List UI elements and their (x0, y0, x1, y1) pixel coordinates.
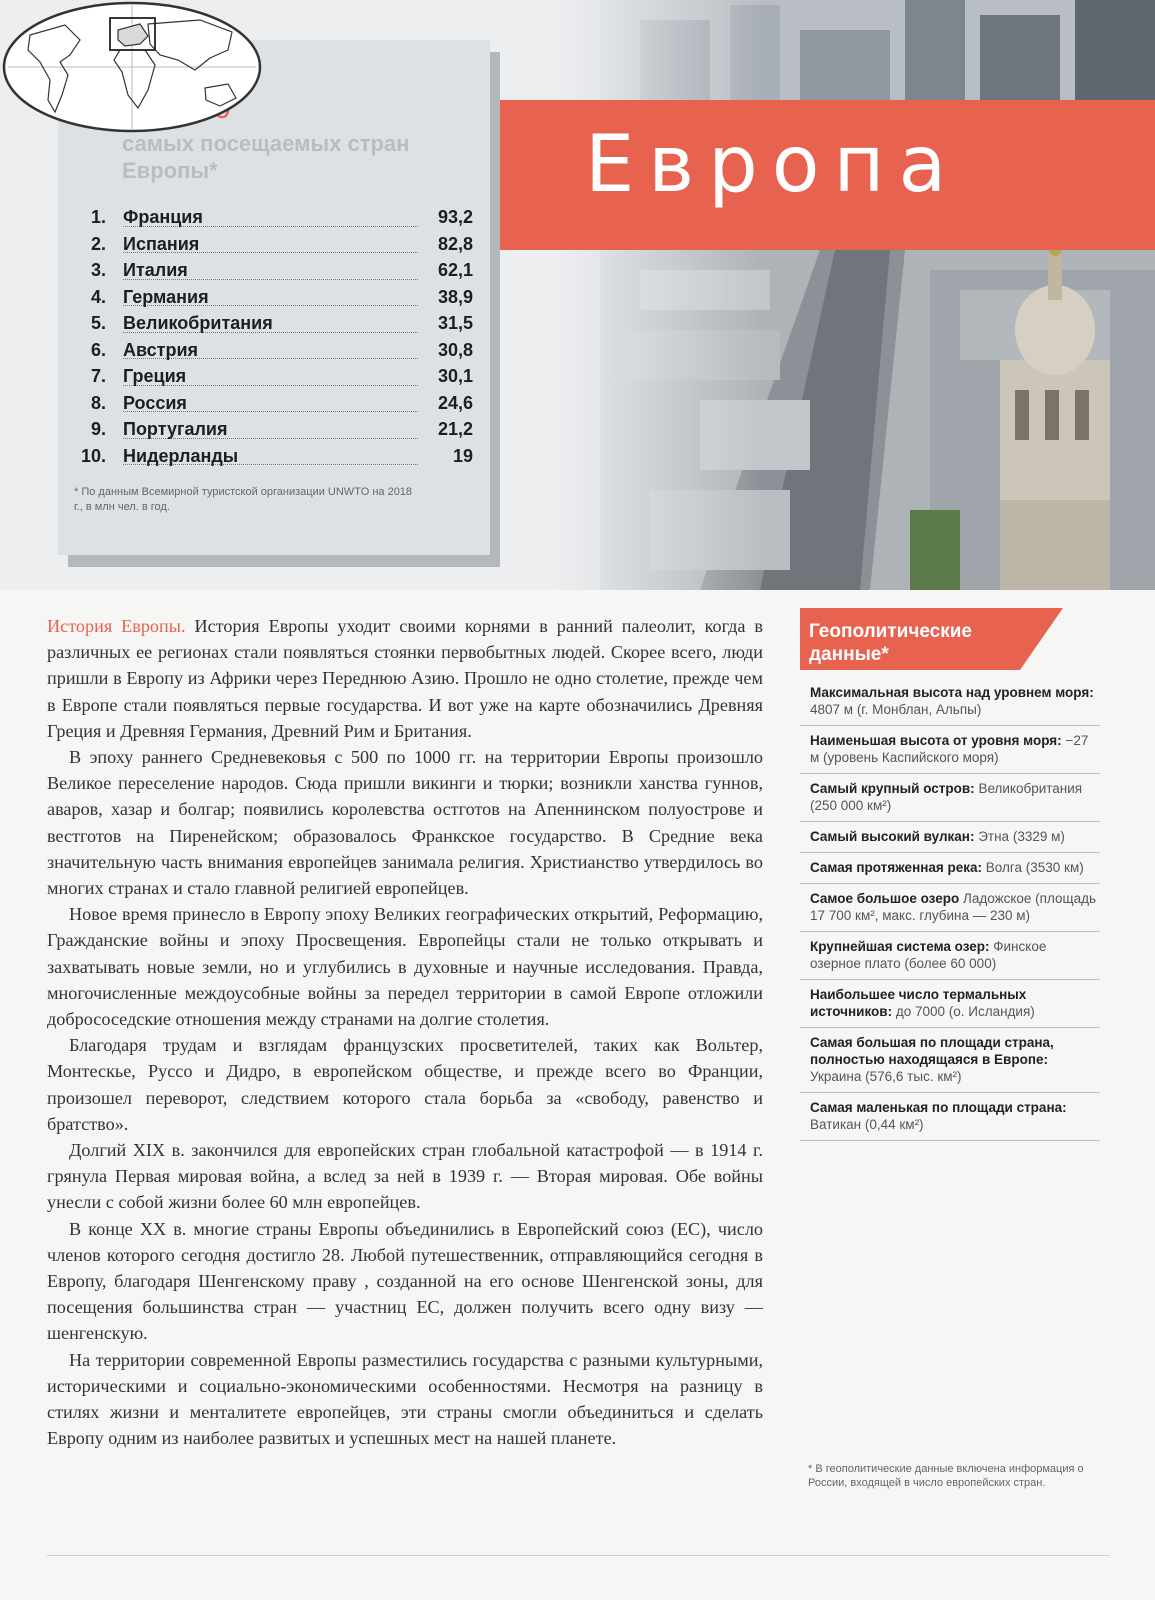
geo-list (800, 678, 1110, 1141)
geo-item (800, 932, 1100, 980)
top10-country: Франция (123, 207, 203, 227)
history-lead: История Европы. (47, 616, 186, 636)
top10-rank: 4. (90, 286, 106, 307)
geo-item (800, 980, 1100, 1028)
geo-item (800, 774, 1100, 822)
top10-country: Италия (123, 260, 188, 280)
top10-row (78, 287, 473, 314)
history-text: История Европы уходит своими корнями в ранний палеолит, когда в различных ее регионах стали появляться стоянки первобытных людей. Скорее всего, люди пришли в Европу из Африки через Переднюю Азию. Прошло не одно столетие, прежде чем в Европе стали появляться первые государства. И вот уже на карте обозначились Древняя Греция и Древняя Германия, Древний Рим и Британия. (47, 616, 764, 741)
top10-list (78, 207, 473, 472)
geo-item-label: Самая протяженная река: (810, 860, 983, 875)
top10-rank: 10. (80, 445, 106, 466)
top10-row (78, 207, 473, 234)
top10-value: 38,9 (437, 286, 473, 307)
geo-item (800, 726, 1100, 774)
top10-value: 19 (452, 445, 473, 466)
geo-item-label: Самый высокий вулкан: (810, 829, 975, 844)
geo-item-label: Максимальная высота над уровнем моря: (810, 685, 1094, 700)
top10-note: * По данным Всемирной туристской организации UNWTO на 2018 г., в млн чел. в год. (74, 486, 413, 513)
top10-rank: 8. (90, 392, 106, 413)
geo-item (800, 1028, 1100, 1093)
top10-rank: 6. (90, 339, 106, 360)
geo-item-value: Великобритания (250 000 км²) (810, 781, 1083, 813)
top10-country: Нидерланды (123, 445, 239, 466)
bottom-divider (47, 1555, 1110, 1556)
top10-value: 93,2 (437, 207, 473, 227)
top10-value: 30,1 (437, 366, 473, 386)
top10-rank: 7. (90, 366, 106, 386)
top10-row (78, 313, 473, 340)
top10-rank: 1. (90, 207, 106, 227)
geo-item-label: Самый крупный остров: (810, 781, 975, 796)
top10-row (78, 419, 473, 446)
title-banner (490, 100, 1155, 250)
top10-row (78, 340, 473, 367)
top10-row (78, 234, 473, 261)
history-paragraph: Новое время принесло в Европу эпоху Великих географических открытий, Реформацию, Гражданские войны и эпоху Просвещения. Европейцы стали не только открывать и захватывать новые земли, но и углубились в духовные и научные исследования. Правда, многочисленные междоусобные войны за передел территории в самой Европе отложили добрососедские отношения между странами на долгие столетия. (47, 904, 763, 1030)
geo-item (800, 884, 1100, 932)
top10-value: 24,6 (437, 392, 473, 413)
top10-value: 31,5 (437, 313, 473, 333)
geo-item-value: Ватикан (0,44 км²) (810, 1117, 924, 1132)
geo-item-value: Этна (3329 м) (974, 829, 1065, 844)
top10-rank: 9. (90, 419, 106, 439)
top10-value: 30,8 (437, 339, 473, 360)
top10-rank: 5. (90, 313, 106, 333)
geo-item-value: Финское озерное плато (более 60 000) (810, 939, 1047, 971)
top10-country: Великобритания (123, 313, 273, 333)
geo-item-value: Украина (576,6 тыс. км²) (810, 1069, 962, 1084)
geo-item-value: Ладожское (площадь 17 700 км², макс. глубина — 230 м) (810, 891, 1097, 923)
top10-rank: 2. (90, 233, 106, 254)
top10-value: 62,1 (437, 260, 473, 280)
geo-sidebar (800, 608, 1110, 1141)
history-paragraph: На территории современной Европы разместились государства с разными культурными, историческими и социально-экономическими особенностями. Несмотря на разницу в стилях жизни и менталитете европейцев, эти страны смогли объединиться и сделать Европу одним из наиболее развитых и успешных мест на нашей планете. (47, 1349, 763, 1449)
geo-item (800, 853, 1100, 884)
top10-row (78, 446, 473, 473)
geo-item-label: Самое большое озеро (810, 891, 960, 906)
top10-subtitle: самых посещаемых стран Европы* (122, 131, 410, 183)
history-article (47, 613, 763, 1452)
top10-country: Греция (123, 366, 187, 386)
page-title: Европа (585, 120, 961, 210)
top10-country: Испания (123, 233, 200, 254)
history-paragraph: Долгий XIX в. закончился для европейских стран глобальной катастрофой — в 1914 г. грянула Первая мировая война, а вслед за ней в 1939 г. — Вторая мировая. Обе войны унесли с собой жизни более 60 млн европейцев. (47, 1140, 763, 1213)
history-paragraph: Благодаря трудам и взглядам французских просветителей, таких как Вольтер, Монтескье, Руссо и Дидро, в европейском обществе, и прежде всего во Франции, произошел переворот, следствием которого стала борьба за «свободу, равенство и братство». (47, 1035, 763, 1134)
geo-item (800, 822, 1100, 853)
history-paragraph (47, 613, 763, 744)
geo-item-label: Самая маленькая по площади страна: (810, 1100, 1067, 1115)
geo-item-label: Самая большая по площади страна, полностью находящаяся в Европе: (810, 1035, 1054, 1067)
history-paragraph: В эпоху раннего Средневековья с 500 по 1000 гг. на территории Европы произошло Великое переселение народов. Сюда пришли викинги и тюрки; возникли ханства гуннов, аваров, хазар и болгар; появились королевства остготов на Апеннинском полуострове и вестготов на Пиренейском; образовалось Франкское государство. В Средние века значительную часть внимания европейцев занимала религия. Христианство утвердилось во многих странах и стало главной религией европейцев. (47, 747, 763, 899)
top10-value: 82,8 (437, 233, 473, 254)
top10-country: Германия (123, 286, 209, 307)
top10-rank: 3. (90, 260, 106, 280)
geo-item-label: Крупнейшая система озер: (810, 939, 990, 954)
world-map-icon (0, 0, 265, 135)
geo-footnote: * В геополитические данные включена информация о России, входящей в число европейских стран. (808, 1463, 1084, 1489)
geo-item-label: Наибольшее число термальных источников: (810, 987, 1027, 1019)
geo-item-value: 4807 м (г. Монблан, Альпы) (810, 702, 982, 717)
top10-row (78, 260, 473, 287)
geo-title: Геополитические данные* (809, 621, 972, 665)
history-paragraph: В конце XX в. многие страны Европы объединились в Европейский союз (ЕС), число членов которого сегодня достигло 28. Любой путешественник, отправляющийся сегодня в Европу, благодаря Шенгенскому праву , созданной на его основе Шенгенской зоны, для посещения большинства стран — участниц ЕС, должен получить всего одну визу — шенгенскую. (47, 1218, 763, 1344)
geo-item-value: −27 м (уровень Каспийского моря) (810, 733, 1089, 765)
geo-item-value: Волга (3530 км) (982, 860, 1084, 875)
hero-section (0, 0, 1155, 590)
top10-country: Австрия (123, 339, 199, 360)
geo-item-value: до 7000 (о. Исландия) (892, 1004, 1035, 1019)
top10-value: 21,2 (437, 419, 473, 439)
top10-row (78, 393, 473, 420)
top10-country: Россия (123, 392, 187, 413)
top10-country: Португалия (123, 419, 228, 439)
geo-item (800, 1093, 1100, 1141)
top10-row (78, 366, 473, 393)
geo-header (800, 608, 1063, 678)
geo-item-label: Наименьшая высота от уровня моря: (810, 733, 1062, 748)
geo-item (800, 678, 1100, 726)
